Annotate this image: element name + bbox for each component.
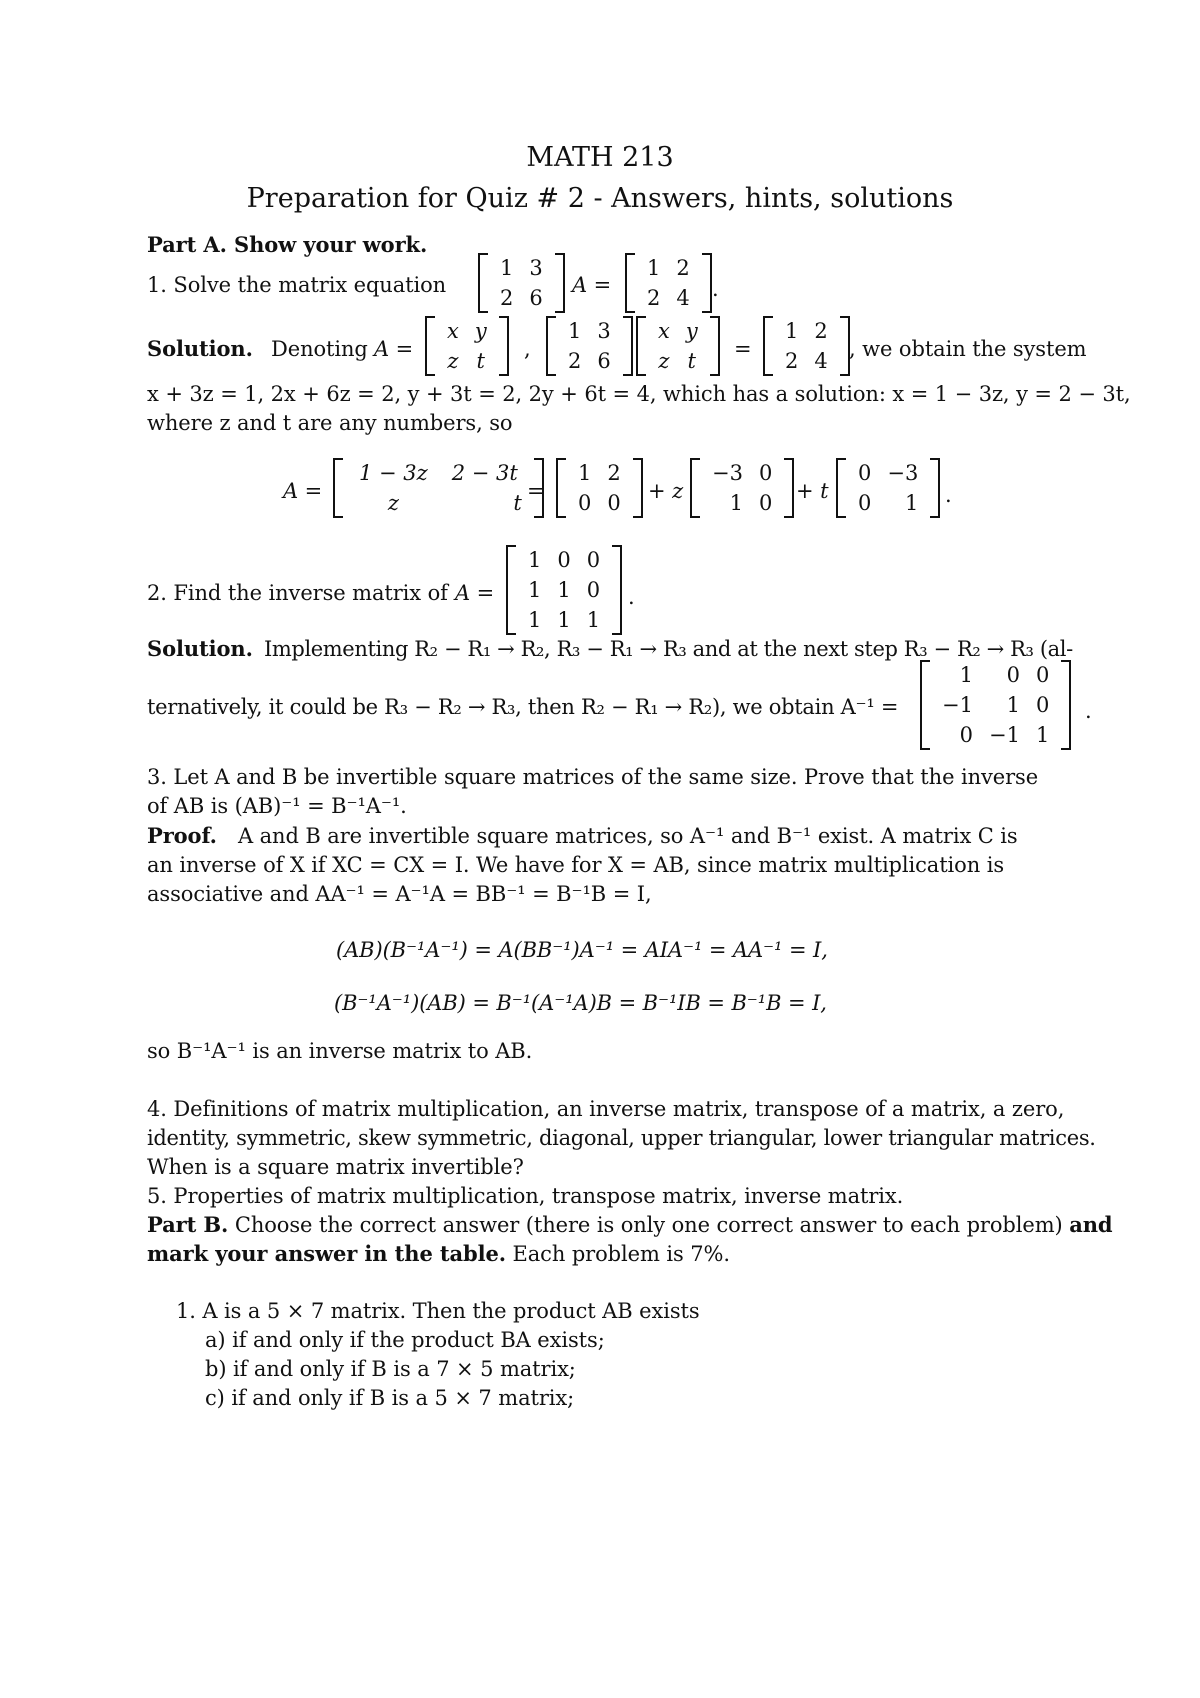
matrix-entry: 1 xyxy=(1035,723,1050,747)
right-bracket xyxy=(623,316,633,376)
matrix-entry: 1 xyxy=(578,461,592,485)
equals: = xyxy=(734,337,752,361)
right-bracket xyxy=(633,458,643,518)
part-b-bold1: and xyxy=(1069,1212,1113,1237)
matrix-rhs-2 xyxy=(763,316,850,376)
matrix-entry: 0 xyxy=(1006,663,1020,687)
right-bracket xyxy=(499,316,509,376)
matrix-entry: −1 xyxy=(988,723,1020,747)
comma: , xyxy=(524,337,531,361)
system-line: x + 3z = 1, 2x + 6z = 2, y + 3t = 2, 2y + 6t = 4, which has a solution: x = 1 − 3z, y = 2 − 3t, xyxy=(147,382,1131,406)
matrix-entry: 4 xyxy=(814,349,828,373)
period-3: . xyxy=(628,585,635,609)
eq-a-def-2: A = xyxy=(455,581,495,605)
course-title: MATH 213 xyxy=(526,142,674,173)
matrix-entry: x xyxy=(658,319,670,343)
matrix-coeff xyxy=(478,253,565,313)
matrix-entry: z xyxy=(387,491,399,515)
problem-3-line1: 3. Let A and B be invertible square matrices of the same size. Prove that the inverse xyxy=(147,765,1039,789)
right-bracket xyxy=(612,545,622,635)
right-bracket xyxy=(930,458,940,518)
matrix-entry: 0 xyxy=(858,461,872,485)
matrix-entry: 1 xyxy=(904,491,919,515)
matrix-entry: 6 xyxy=(529,286,543,310)
solution-1-tail: , we obtain the system xyxy=(849,337,1087,361)
matrix-entry: 0 xyxy=(758,461,773,485)
matrix-entry: 2 xyxy=(500,286,514,310)
matrix-xyzt-2 xyxy=(636,316,720,376)
solution-2-label: Solution. xyxy=(147,636,253,661)
part-b-bold2: mark your answer in the table. xyxy=(147,1241,506,1266)
matrix-general-solution xyxy=(333,458,544,518)
matrix-entry: 0 xyxy=(586,548,601,572)
matrix-entry: 1 xyxy=(586,608,601,632)
plus-t: + t xyxy=(796,479,829,503)
proof-label: Proof. xyxy=(147,823,217,848)
part-b-line2 xyxy=(147,1241,730,1267)
matrix-entry: t xyxy=(513,491,522,515)
eq-a-equals: A = xyxy=(572,273,612,297)
solution-1-label: Solution. xyxy=(147,336,253,361)
matrix-coeff-2 xyxy=(546,316,633,376)
left-bracket xyxy=(333,458,343,518)
problem-5: 5. Properties of matrix multiplication, transpose matrix, inverse matrix. xyxy=(147,1184,904,1208)
left-bracket xyxy=(920,660,930,750)
period-2: . xyxy=(945,483,952,507)
matrix-entry: 3 xyxy=(597,319,611,343)
matrix-entry: 0 xyxy=(758,491,773,515)
matrix-entry: 1 xyxy=(785,319,799,343)
equation-1: (AB)(B⁻¹A⁻¹) = A(BB⁻¹)A⁻¹ = AIA⁻¹ = AA⁻¹ = I, xyxy=(336,938,828,962)
matrix-entry: 1 xyxy=(557,578,571,602)
right-bracket xyxy=(1061,660,1071,750)
matrix-t-coeff xyxy=(836,458,940,518)
problem-4-line3: When is a square matrix invertible? xyxy=(147,1155,524,1179)
left-bracket xyxy=(763,316,773,376)
matrix-p2 xyxy=(506,545,622,635)
matrix-entry: 1 xyxy=(500,256,514,280)
matrix-entry: 0 xyxy=(586,578,601,602)
matrix-entry: 1 xyxy=(528,608,542,632)
matrix-entry: 1 xyxy=(1006,693,1020,717)
question-1-option-a[interactable]: a) if and only if the product BA exists; xyxy=(205,1328,605,1352)
left-bracket xyxy=(546,316,556,376)
solution-1-denoting: Denoting xyxy=(271,337,368,361)
matrix-rhs xyxy=(625,253,712,313)
document-subtitle: Preparation for Quiz # 2 - Answers, hints, solutions xyxy=(246,183,954,214)
plus-z: + z xyxy=(648,479,684,503)
matrix-z-coeff xyxy=(690,458,794,518)
matrix-entry: y xyxy=(685,319,698,343)
matrix-entry: 2 xyxy=(568,349,582,373)
matrix-entry: 1 xyxy=(959,663,973,687)
matrix-entry: t xyxy=(687,349,696,373)
matrix-entry: 0 xyxy=(959,723,973,747)
left-bracket xyxy=(478,253,488,313)
left-bracket xyxy=(836,458,846,518)
left-bracket xyxy=(625,253,635,313)
matrix-entry: −1 xyxy=(942,693,973,717)
question-1-option-b[interactable]: b) if and only if B is a 7 × 5 matrix; xyxy=(205,1357,576,1381)
equals-2: = xyxy=(527,479,545,503)
matrix-entry: 2 − 3t xyxy=(451,461,518,485)
matrix-entry: 3 xyxy=(529,256,543,280)
eq-a-result: A = xyxy=(283,479,323,503)
problem-2-label: 2. Find the inverse matrix of xyxy=(147,581,448,605)
matrix-entry: 2 xyxy=(607,461,621,485)
problem-4-line1: 4. Definitions of matrix multiplication, an inverse matrix, transpose of a matrix, a zero, xyxy=(147,1097,1065,1121)
equation-2: (B⁻¹A⁻¹)(AB) = B⁻¹(A⁻¹A)B = B⁻¹IB = B⁻¹B = I, xyxy=(334,991,827,1015)
solution-2-line1: Implementing R₂ − R₁ → R₂, R₃ − R₁ → R₃ and at the next step R₃ − R₂ → R₃ (al- xyxy=(264,637,1073,661)
question-1-stem: 1. A is a 5 × 7 matrix. Then the product AB exists xyxy=(176,1299,700,1323)
matrix-entry: y xyxy=(474,319,487,343)
matrix-entry: t xyxy=(476,349,485,373)
left-bracket xyxy=(690,458,700,518)
part-b-text2: Each problem is 7%. xyxy=(512,1242,730,1266)
matrix-entry: 1 xyxy=(729,491,743,515)
left-bracket xyxy=(425,316,435,376)
matrix-entry: z xyxy=(658,349,670,373)
question-1-option-c[interactable]: c) if and only if B is a 5 × 7 matrix; xyxy=(205,1386,575,1410)
right-bracket xyxy=(784,458,794,518)
matrix-entry: 1 xyxy=(557,608,571,632)
right-bracket xyxy=(702,253,712,313)
right-bracket xyxy=(555,253,565,313)
matrix-entry: 0 xyxy=(1035,693,1050,717)
proof-line3: associative and AA⁻¹ = A⁻¹A = BB⁻¹ = B⁻¹B = I, xyxy=(147,882,652,906)
period-4: . xyxy=(1085,699,1092,723)
matrix-entry: 6 xyxy=(597,349,611,373)
matrix-xyzt xyxy=(425,316,509,376)
matrix-entry: 0 xyxy=(858,491,872,515)
matrix-entry: 1 − 3z xyxy=(359,461,428,485)
left-bracket xyxy=(506,545,516,635)
problem-4-line2: identity, symmetric, skew symmetric, diagonal, upper triangular, lower triangular matrices. xyxy=(147,1126,1096,1150)
matrix-entry: −3 xyxy=(887,461,919,485)
part-a-heading: Part A. Show your work. xyxy=(147,232,428,257)
problem-3-line2: of AB is (AB)⁻¹ = B⁻¹A⁻¹. xyxy=(147,794,407,818)
matrix-entry: 2 xyxy=(647,286,661,310)
part-b-text1: Choose the correct answer (there is only one correct answer to each problem) xyxy=(234,1213,1063,1237)
matrix-entry: −3 xyxy=(712,461,743,485)
matrix-entry: 2 xyxy=(814,319,828,343)
matrix-entry: x xyxy=(447,319,459,343)
matrix-entry: 2 xyxy=(676,256,690,280)
matrix-entry: z xyxy=(447,349,459,373)
left-bracket xyxy=(636,316,646,376)
matrix-entry: 0 xyxy=(1035,663,1050,687)
problem-1-label: 1. Solve the matrix equation xyxy=(147,273,447,297)
matrix-entry: 0 xyxy=(557,548,571,572)
matrix-entry: 4 xyxy=(676,286,690,310)
part-b-line1 xyxy=(147,1212,1112,1238)
proof-conclusion: so B⁻¹A⁻¹ is an inverse matrix to AB. xyxy=(147,1039,533,1063)
eq-a-def: A = xyxy=(374,337,414,361)
period-1: . xyxy=(712,277,719,301)
proof-line2: an inverse of X if XC = CX = I. We have for X = AB, since matrix multiplication is xyxy=(147,853,1005,877)
matrix-inverse xyxy=(920,660,1071,750)
left-bracket xyxy=(556,458,566,518)
solution-2-line2: ternatively, it could be R₃ − R₂ → R₃, then R₂ − R₁ → R₂), we obtain A⁻¹ = xyxy=(147,695,899,719)
matrix-particular xyxy=(556,458,643,518)
where-line: where z and t are any numbers, so xyxy=(147,411,513,435)
matrix-entry: 2 xyxy=(785,349,799,373)
right-bracket xyxy=(710,316,720,376)
matrix-entry: 0 xyxy=(578,491,592,515)
proof-line1: A and B are invertible square matrices, so A⁻¹ and B⁻¹ exist. A matrix C is xyxy=(238,824,1018,848)
part-b-heading: Part B. xyxy=(147,1212,229,1237)
matrix-entry: 1 xyxy=(528,548,542,572)
matrix-entry: 1 xyxy=(528,578,542,602)
matrix-entry: 0 xyxy=(607,491,621,515)
matrix-entry: 1 xyxy=(647,256,661,280)
matrix-entry: 1 xyxy=(568,319,582,343)
